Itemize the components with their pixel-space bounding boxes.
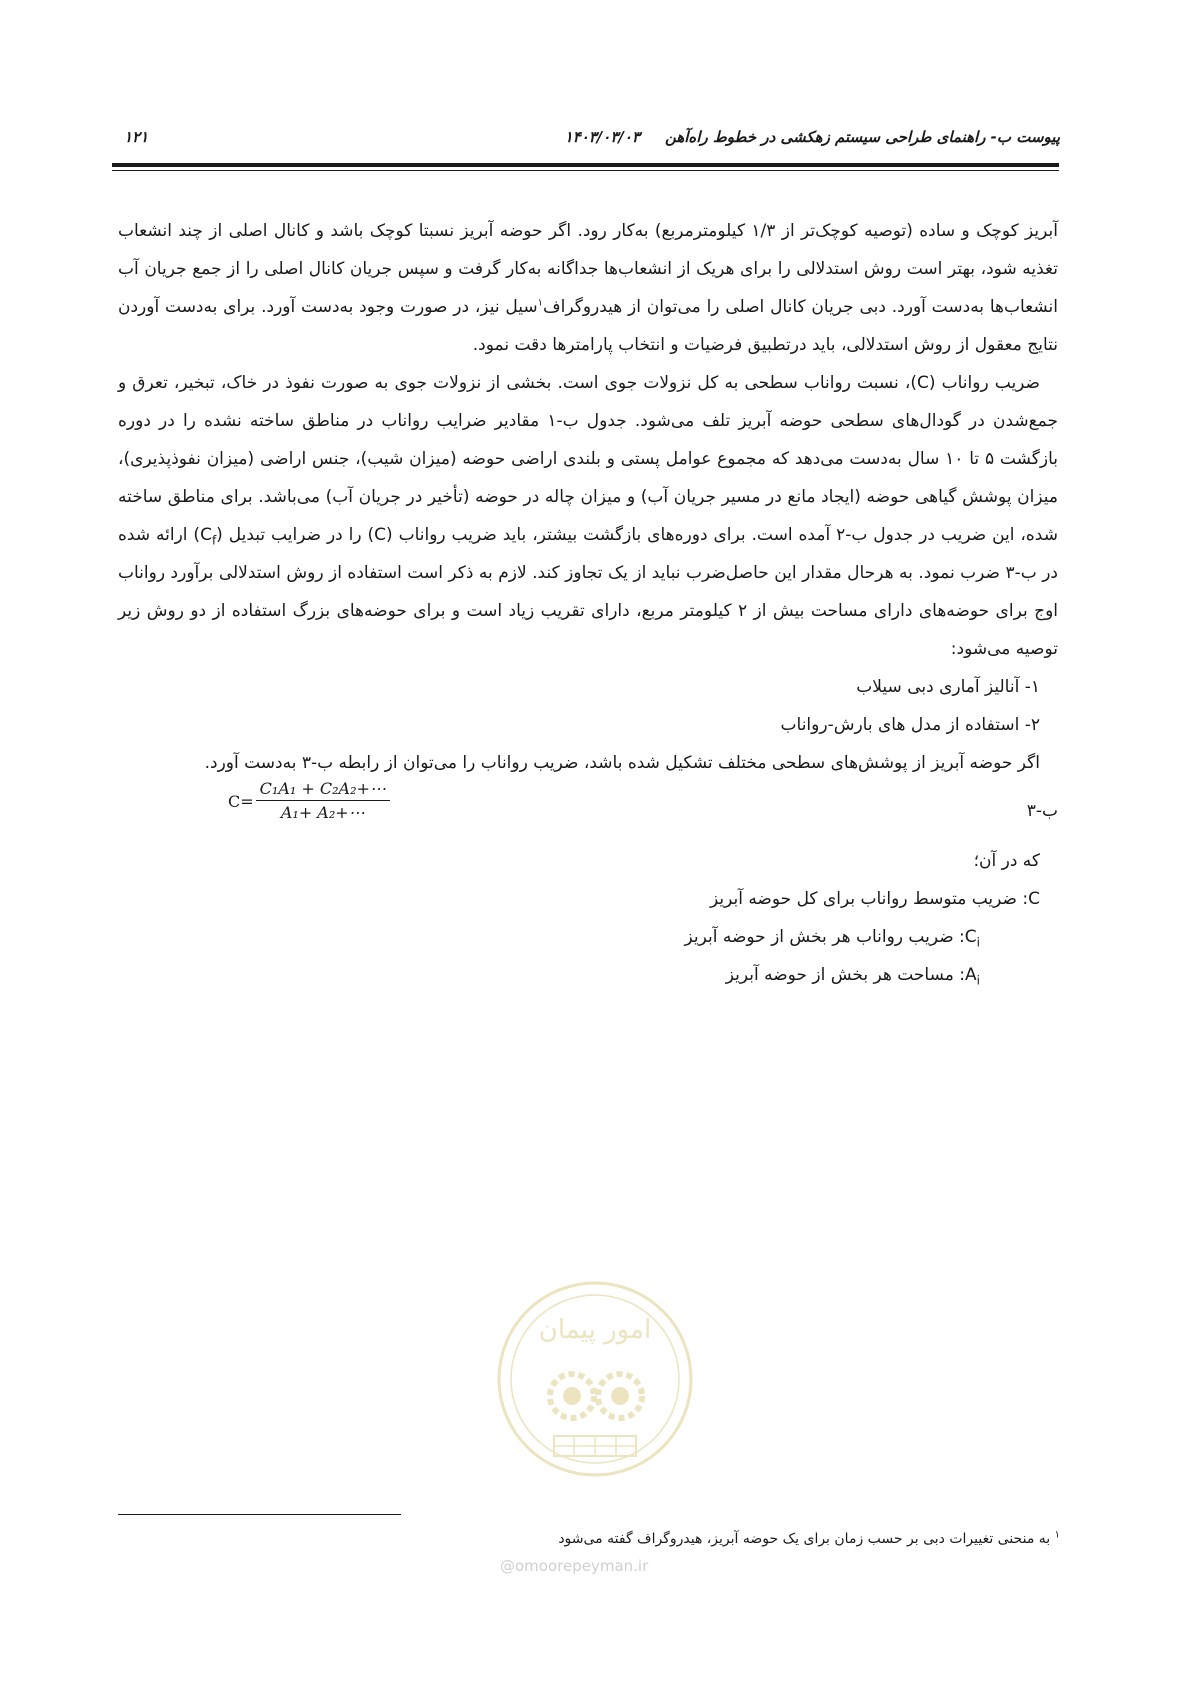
paragraph-1-text-b: سیل نیز، در صورت وجود به‌دست آورد. برای به‌دست آوردن نتایج معقول از روش استدلالی، باید درتطبیق فرضیات و انتخاب پارامترها دقت نمود. [118,297,1058,355]
footnote-text: به منحنی تغییرات دبی بر حسب زمان برای یک حوضه آبریز، هیدروگراف گفته می‌شود [558,1531,1051,1547]
footnote-rule [118,1514,401,1515]
header-date: ۱۴۰۳/۰۳/۰۳ [564,128,640,146]
watermark-text: امور پیمان [538,1315,652,1345]
definition-ci-text: : ضریب رواناب هر بخش از حوضه آبریز [684,927,965,947]
footnote-marker: ۱ [1054,1529,1060,1541]
subscript-i: i [976,935,980,950]
paragraph-3: اگر حوضه آبریز از پوشش‌های سطحی مختلف تشکیل شده باشد، ضریب رواناب را می‌توان از رابطه ب-۳ به‌دست آورد. [204,753,1040,773]
equation-fraction [256,778,390,825]
equation-number: ب-۳ [1026,801,1058,821]
running-title: پیوست ب- راهنمای طراحی سیستم زهکشی در خطوط راه‌آهن [664,128,1060,146]
definition-c [118,880,1058,918]
equation [228,778,390,825]
definition-c-text: : ضریب متوسط رواناب برای کل حوضه آبریز [709,889,1029,909]
watermark-url: @omoorepeyman.ir [500,1557,649,1575]
equation-lhs: C= [228,791,254,811]
paragraph-2-text-b: ) ارائه شده در ب-۳ ضرب نمود. به هرحال مقدار این حاصل‌ضرب نباید از یک تجاوز کند. لازم به ذکر است استفاده از روش استدلالی برآورد رواناب اوج برای حوضه‌های دارای مساحت بیش از ۲ کیلومتر مربع، دارای تقریب زیاد است و برای حوضه‌های بزرگ استفاده از دو روش زیر توصیه می‌شود: [118,525,1058,659]
definition-ci [118,918,1058,956]
header-rule-thin [112,170,1059,171]
footnote-ref: ۱ [537,297,543,309]
subscript-f: f [211,533,217,548]
page-header [112,128,1060,150]
definition-ai-text: : مساحت هر بخش از حوضه آبریز [725,965,966,985]
equation-numerator: C₁A₁ + C₂A₂+⋯ [256,778,390,801]
symbol-ci: C [964,927,977,947]
definitions-intro: که در آن؛ [973,851,1040,871]
list-item-2: ۲- استفاده از مدل های بارش-رواناب [780,715,1040,735]
symbol-c: C [1028,889,1040,909]
paragraph-1-text-a: آبریز کوچک و ساده (توصیه کوچک‌تر از ۱/۳ کیلومترمربع) به‌کار رود. اگر حوضه آبریز نسبتا کوچک باشد و کانال اصلی از چند انشعاب تغذیه شود، بهتر است روش استدلالی را برای هریک از انشعاب‌ها جداگانه به‌کار گرفت و سپس جریان کانال اصلی را از جمع جریان آب انشعاب‌ها به‌دست آورد. دبی جریان کانال اصلی را می‌توان از هیدروگراف [118,221,1058,317]
paragraph-1 [118,212,1058,364]
subscript-i-a: i [976,973,980,988]
symbol-ai: A [965,965,977,985]
watermark-logo-icon [492,1276,698,1482]
paragraph-2 [118,364,1058,668]
definitions [118,842,1058,994]
equation-denominator: A₁+ A₂+⋯ [280,803,365,822]
body-text [118,212,1058,994]
header-rule-thick [112,163,1059,167]
page-number: ۱۲۱ [124,128,149,146]
list-item-1: ۱- آنالیز آماری دبی سیلاب [856,677,1040,697]
equation-row [118,779,1058,842]
paragraph-2-text-a: ضریب رواناب (C)، نسبت رواناب سطحی به کل نزولات جوی است. بخشی از نزولات جوی به صورت نفوذ در خاک، تبخیر، تعرق و جمع‌شدن در گودال‌های سطحی حوضه آبریز تلف می‌شود. جدول ب-۱ مقادیر ضرایب رواناب در مناطق ساخته نشده را در دوره بازگشت ۵ تا ۱۰ سال به‌دست می‌دهد که مجموع عوامل پستی و بلندی اراضی حوضه (میزان شیب)، جنس اراضی (میزان نفوذپذیری)، میزان پوشش گیاهی حوضه (ایجاد مانع در مسیر جریان آب) و میزان چاله در حوضه (تأخیر در جریان آب) می‌باشد. برای مناطق ساخته شده، این ضریب در جدول ب-۲ آمده است. برای دوره‌های بازگشت بیشتر، باید ضریب رواناب (C) را در ضرایب تبدیل (C [118,373,1058,545]
definition-ai [118,956,1058,994]
footnote [118,1528,1060,1550]
